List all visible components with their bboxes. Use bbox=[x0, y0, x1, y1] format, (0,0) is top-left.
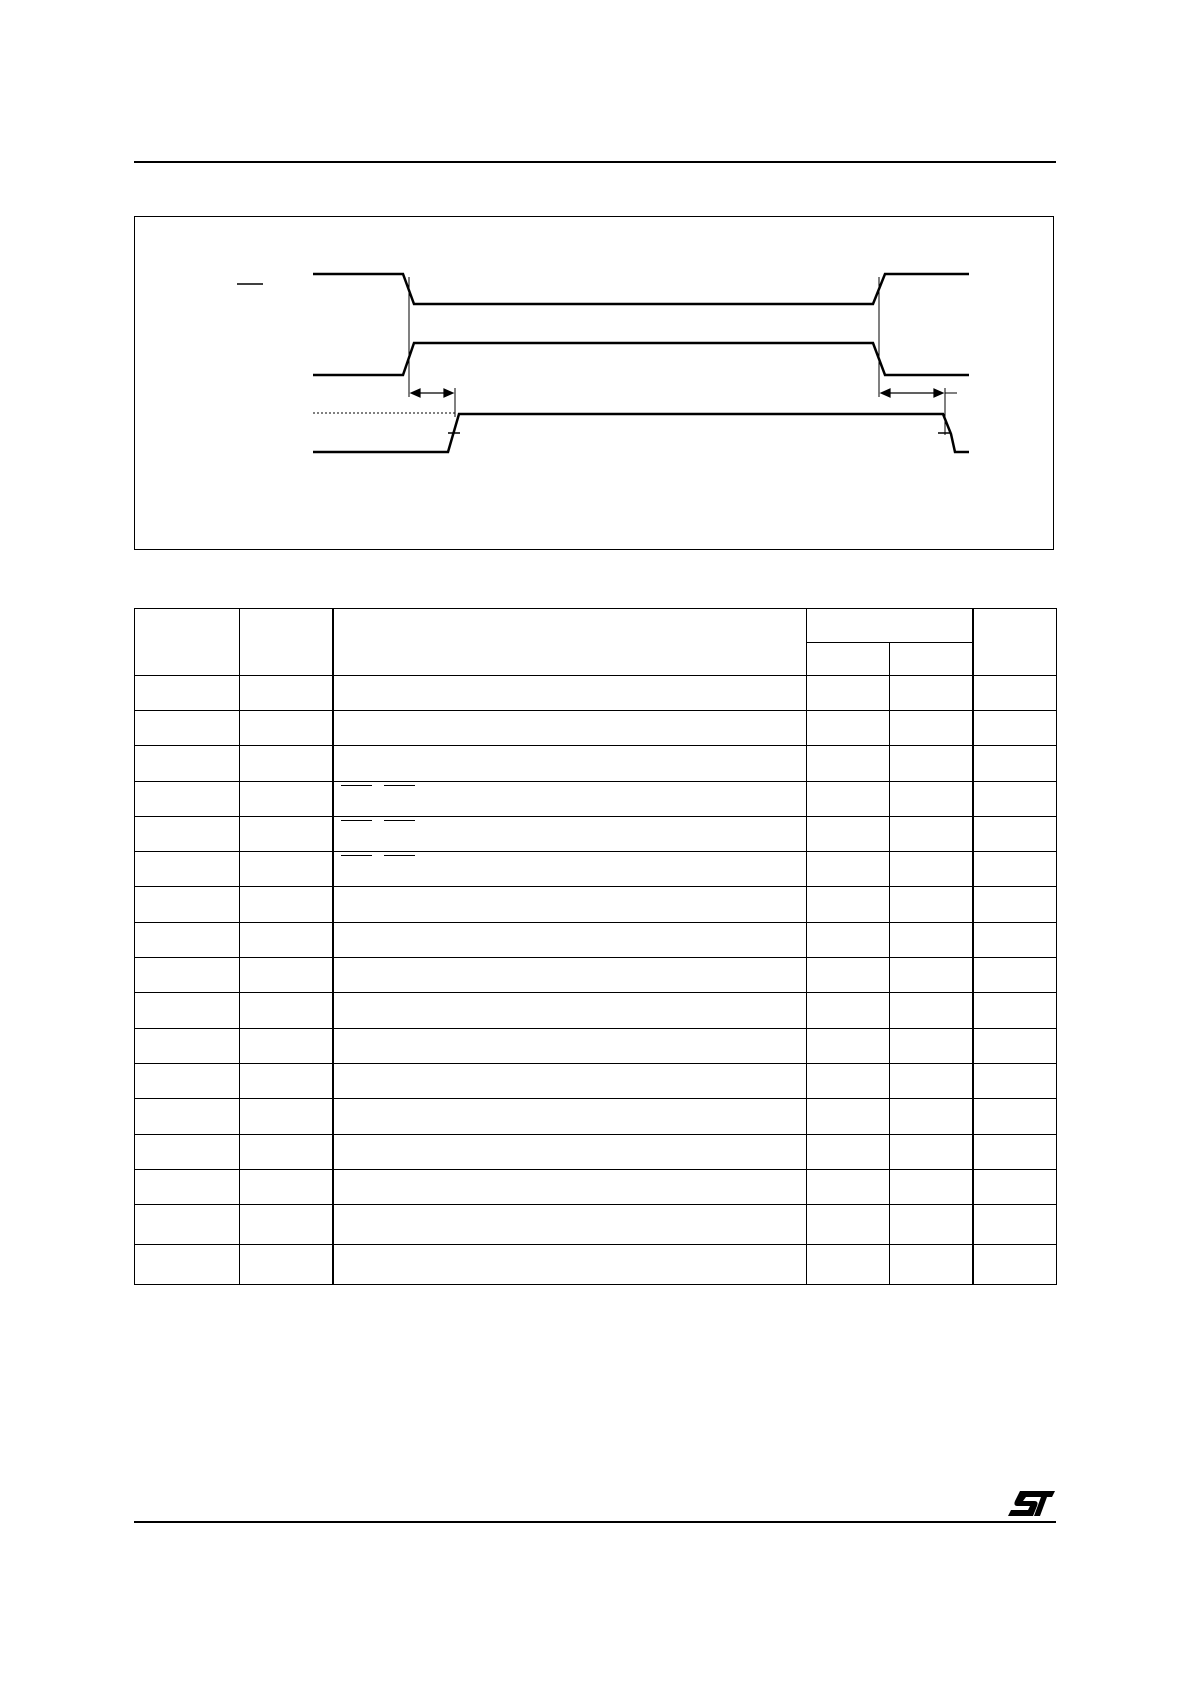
signal-2-waveform bbox=[313, 343, 969, 375]
overbar-marks bbox=[341, 855, 421, 861]
table-row bbox=[135, 781, 1057, 816]
table-row bbox=[135, 746, 1057, 781]
table-row bbox=[135, 1099, 1057, 1134]
table-row bbox=[135, 1205, 1057, 1244]
table-row bbox=[135, 1169, 1057, 1204]
waveform-figure bbox=[134, 216, 1054, 550]
table-row bbox=[135, 958, 1057, 993]
header-cell-unit bbox=[973, 609, 1057, 676]
timing-arrow-left bbox=[411, 389, 453, 397]
table-row bbox=[135, 887, 1057, 922]
subheader-cell-1 bbox=[807, 643, 890, 675]
waveform-diagram bbox=[135, 217, 1055, 551]
table-row bbox=[135, 1064, 1057, 1099]
header-rule bbox=[134, 161, 1056, 163]
overbar-marks bbox=[341, 785, 421, 791]
table-row bbox=[135, 710, 1057, 745]
timing-table bbox=[134, 608, 1057, 1285]
signal-3-waveform bbox=[313, 414, 969, 452]
table-row bbox=[135, 816, 1057, 851]
table-row bbox=[135, 993, 1057, 1028]
table-row bbox=[135, 852, 1057, 887]
header-cell-1 bbox=[135, 609, 240, 676]
st-logo-icon bbox=[1006, 1488, 1056, 1520]
overbar-marks bbox=[341, 820, 421, 826]
footer-rule bbox=[134, 1521, 1056, 1523]
table-row bbox=[135, 675, 1057, 710]
table-header-row bbox=[135, 609, 1057, 643]
table-row bbox=[135, 1244, 1057, 1284]
header-cell-parameter bbox=[333, 609, 807, 676]
timing-arrow-right bbox=[881, 389, 943, 397]
subheader-cell-2 bbox=[890, 643, 973, 675]
table-row bbox=[135, 1134, 1057, 1169]
signal-1-waveform bbox=[313, 274, 969, 304]
table-row bbox=[135, 922, 1057, 957]
table-row bbox=[135, 1028, 1057, 1063]
header-cell-2 bbox=[240, 609, 333, 676]
header-cell-values bbox=[807, 609, 973, 643]
